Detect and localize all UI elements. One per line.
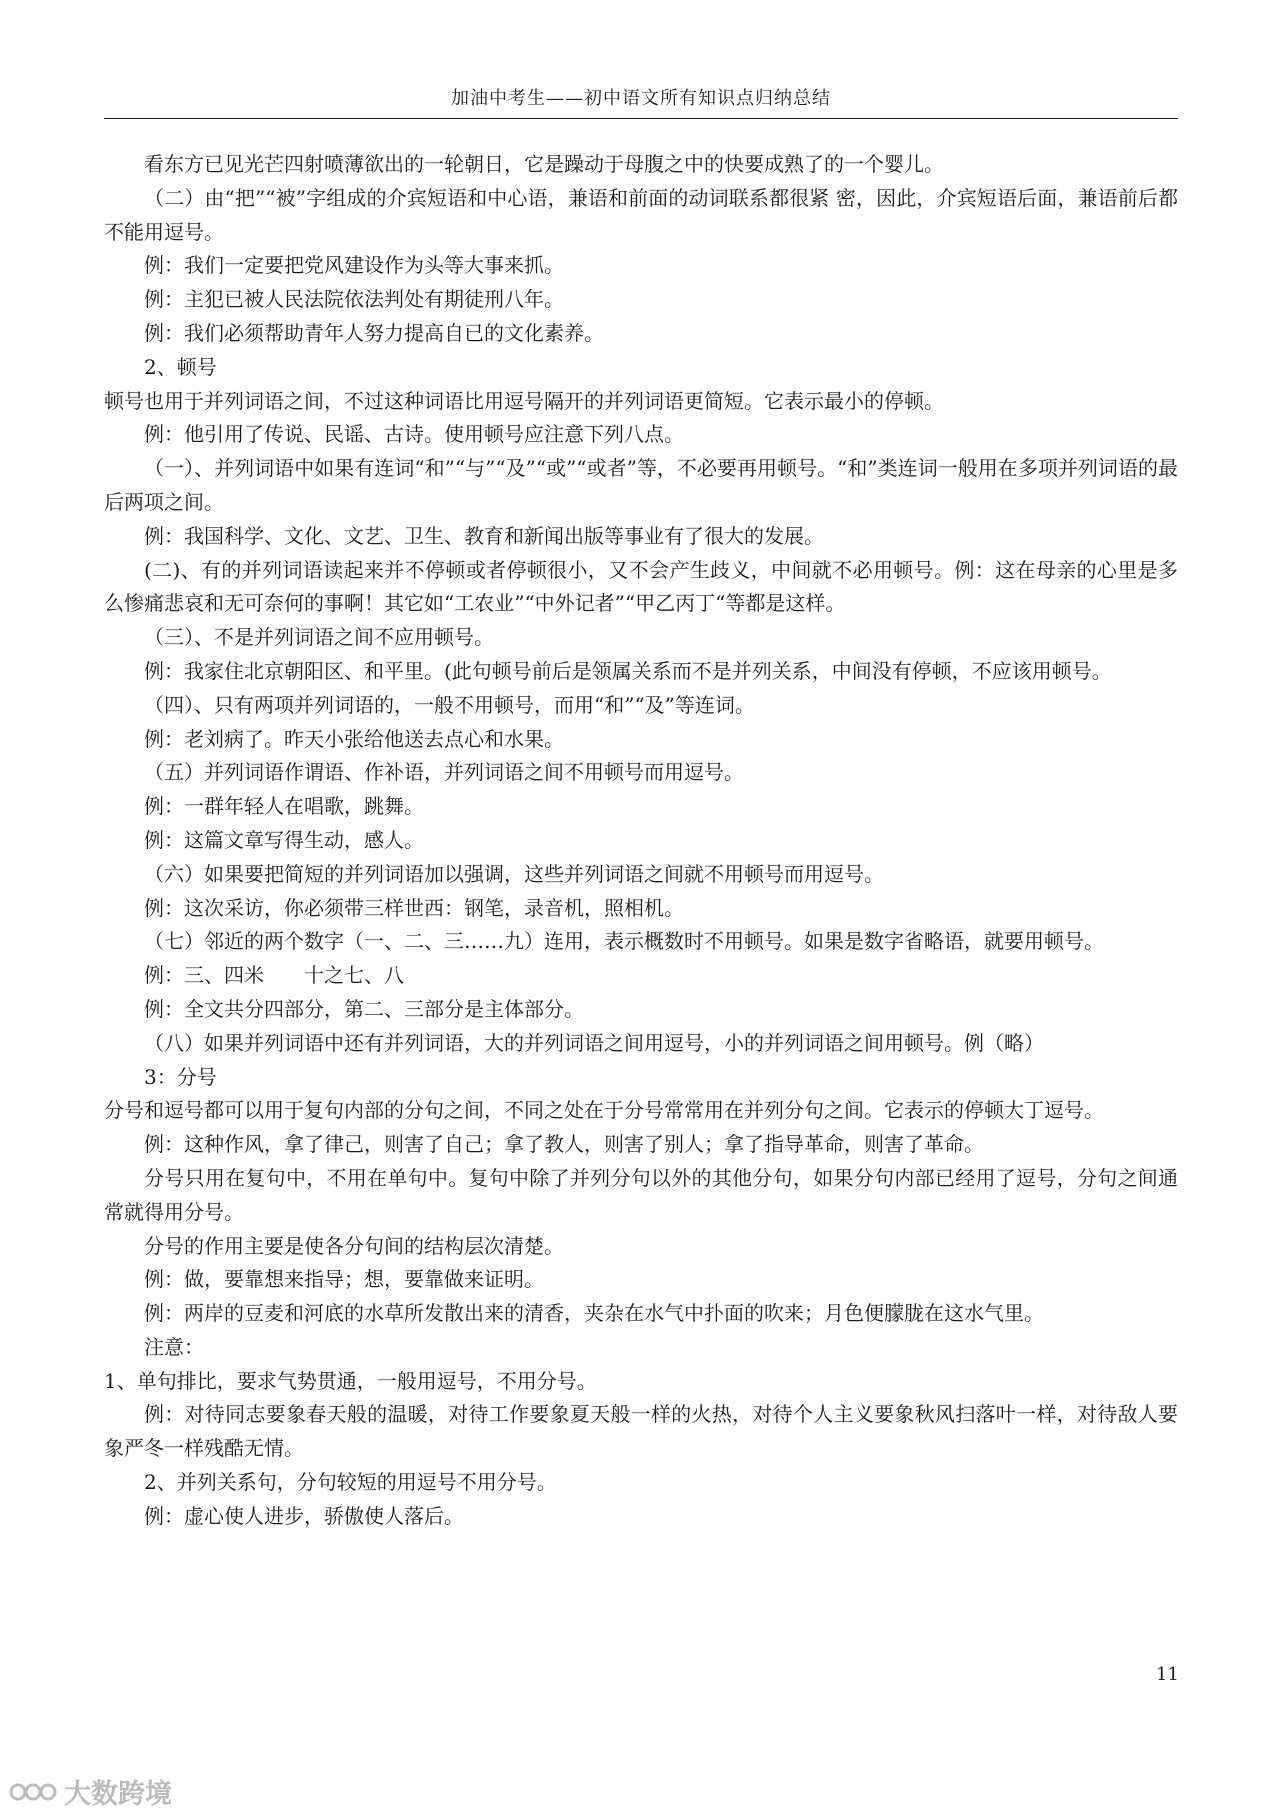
paragraph: 例：老刘病了。昨天小张给他送去点心和水果。 xyxy=(144,726,564,751)
watermark-text: 大数跨境 xyxy=(64,1779,172,1810)
paragraph: 例：这篇文章写得生动，感人。 xyxy=(144,827,424,852)
paragraph: （一）、并列词语中如果有连词“和”“与”“及”“或”“或者”等，不必要再用顿号。“和”类连词一般用在多项并列词语的最后两项之间。 xyxy=(104,456,1178,514)
paragraph: 例：我家住北京朝阳区、和平里。(此句顿号前后是领属关系而不是并列关系，中间没有停顿，不应该用顿号。 xyxy=(144,658,1112,683)
paragraph: 例：他引用了传说、民谣、古诗。使用顿号应注意下列八点。 xyxy=(144,422,684,447)
paragraph: 例：做，要靠想来指导；想，要靠做来证明。 xyxy=(144,1267,544,1292)
page-number: 11 xyxy=(1156,1664,1179,1685)
note-heading: 注意： xyxy=(144,1334,204,1359)
paragraph: （三）、不是并列词语之间不应用顿号。 xyxy=(144,625,494,650)
paragraph: 例：两岸的豆麦和河底的水草所发散出来的清香，夹杂在水气中扑面的吹来；月色便朦胧在这水气里。 xyxy=(144,1301,1044,1326)
paragraph: 例：三、四米 十之七、八 xyxy=(144,963,404,988)
paragraph: （八）如果并列词语中还有并列词语，大的并列词语之间用逗号，小的并列词语之间用顿号。例（略） xyxy=(144,1030,1044,1055)
paragraph: 例：我国科学、文化、文艺、卫生、教育和新闻出版等事业有了很大的发展。 xyxy=(144,523,824,548)
paragraph: 分号只用在复句中，不用在单句中。复句中除了并列分句以外的其他分句，如果分句内部已经用了逗号，分句之间通常就得用分号。 xyxy=(104,1165,1178,1224)
paragraph: 例：虚心使人进步，骄傲使人落后。 xyxy=(144,1503,464,1528)
watermark xyxy=(8,1772,172,1811)
paragraph: 顿号也用于并列词语之间，不过这种词语比用逗号隔开的并列词语更简短。它表示最小的停顿。 xyxy=(104,388,944,413)
paragraph: （二）由“把”“被”字组成的介宾短语和中心语，兼语和前面的动词联系都很紧 密，因此，介宾短语后面，兼语前后都不能用逗号。 xyxy=(104,185,1178,244)
paragraph: 例：主犯已被人民法院依法判处有期徒刑八年。 xyxy=(144,287,564,312)
paragraph: （六）如果要把简短的并列词语加以强调，这些并列词语之间就不用顿号而用逗号。 xyxy=(144,861,884,886)
paragraph: 2、并列关系句，分句较短的用逗号不用分号。 xyxy=(144,1470,557,1495)
paragraph: 例：这次采访，你必须带三样世西：钢笔，录音机，照相机。 xyxy=(144,895,684,920)
paragraph: 例：一群年轻人在唱歌，跳舞。 xyxy=(144,794,424,819)
paragraph: 例：这种作风，拿了律己，则害了自己；拿了教人，则害了别人；拿了指导革命，则害了革命。 xyxy=(144,1132,984,1157)
paragraph: （七）邻近的两个数字（一、二、三……九）连用，表示概数时不用顿号。如果是数字省略语，就要用顿号。 xyxy=(144,929,1104,954)
page-header xyxy=(104,84,1178,119)
logo-icon xyxy=(8,1778,58,1806)
paragraph: 例：我们一定要把党风建设作为头等大事来抓。 xyxy=(144,253,564,278)
paragraph: （四）、只有两项并列词语的，一般不用顿号，而用“和”“及”等连词。 xyxy=(144,692,755,717)
section-heading: 3：分号 xyxy=(144,1064,217,1089)
paragraph: 例：全文共分四部分，第二、三部分是主体部分。 xyxy=(144,996,584,1021)
paragraph: 分号的作用主要是使各分句间的结构层次清楚。 xyxy=(144,1233,564,1258)
paragraph: 例：对待同志要象春天般的温暖，对待工作要象夏天般一样的火热，对待个人主义要象秋风扫落叶一样，对待敌人要象严冬一样残酷无情。 xyxy=(104,1402,1178,1461)
paragraph: 例：我们必须帮助青年人努力提高自已的文化素养。 xyxy=(144,320,604,345)
paragraph: 1、单句排比，要求气势贯通，一般用逗号，不用分号。 xyxy=(104,1368,597,1393)
section-heading: 2、顿号 xyxy=(144,354,217,379)
paragraph: (二)、有的并列词语读起来并不停顿或者停顿很小，又不会产生歧义，中间就不必用顿号。例：这在母亲的心里是多么惨痛悲哀和无可奈何的事啊！其它如“工农业”“中外记者”“甲乙丙丁“等都是这样。 xyxy=(104,557,1178,616)
header-title: 加油中考生——初中语文所有知识点归纳总结 xyxy=(451,88,831,109)
paragraph: （五）并列词语作谓语、作补语，并列词语之间不用顿号而用逗号。 xyxy=(144,760,744,785)
paragraph: 看东方已见光芒四射喷薄欲出的一轮朝日，它是躁动于母腹之中的快要成熟了的一个婴儿。 xyxy=(144,152,944,176)
paragraph: 分号和逗号都可以用于复句内部的分句之间，不同之处在于分号常常用在并列分句之间。它表示的停顿大丁逗号。 xyxy=(104,1098,1104,1123)
main-content xyxy=(104,148,1178,1534)
